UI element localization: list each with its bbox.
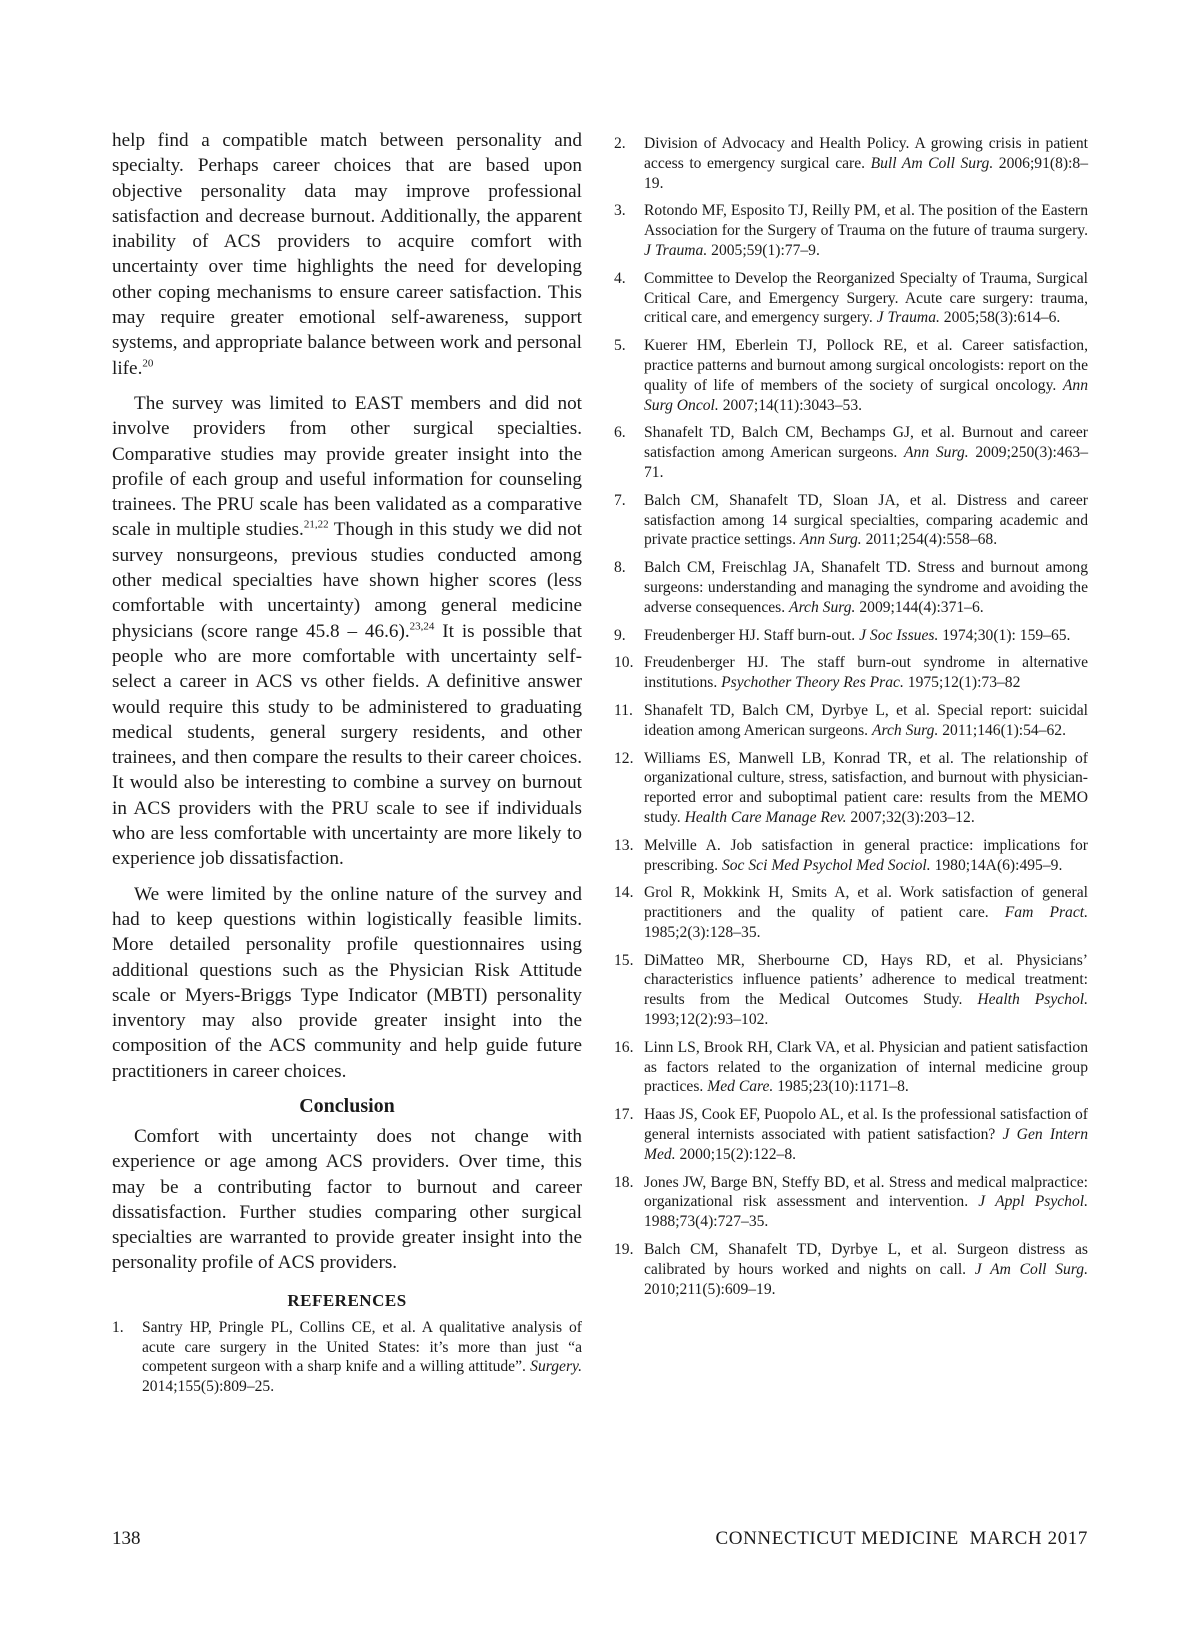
reference-text: [644, 491, 1088, 550]
reference-journal: J Am Coll Surg.: [974, 1260, 1088, 1278]
reference-authors-title: Melville A. Job satisfaction in general practice: implications for prescribing.: [644, 836, 1088, 874]
reference-citation: 2000;15(2):122–8.: [675, 1145, 797, 1163]
reference-item: [614, 201, 1088, 260]
reference-citation: 1974;30(1): 159–65.: [938, 626, 1071, 644]
reference-text: [644, 836, 1088, 876]
reference-number: 12.: [614, 749, 634, 767]
reference-item: [614, 1105, 1088, 1164]
reference-number: 7.: [614, 491, 626, 509]
reference-item: [614, 883, 1088, 942]
reference-authors-title: Rotondo MF, Esposito TJ, Reilly PM, et al. The position of the Eastern Association for the Surgery of Trauma on the future of trauma surgery.: [644, 202, 1088, 240]
paragraph-2-text-b: Though in this study we did not survey nonsurgeons, previous studies conducted among other medical specialties have shown higher scores (less comfortable with uncertainty) among general medicine physicians (score range 45.8 – 46.6).: [112, 519, 582, 642]
reference-authors-title: Grol R, Mokkink H, Smits A, et al. Work satisfaction of general practitioners and the quality of patient care.: [644, 884, 1088, 922]
reference-journal: Soc Sci Med Psychol Med Sociol.: [721, 856, 931, 874]
page-number: 138: [112, 1528, 141, 1549]
reference-text: [644, 1038, 1088, 1097]
reference-authors-title: Santry HP, Pringle PL, Collins CE, et al. A qualitative analysis of acute care surgery in the United States: it’s more than just “a competent surgeon with a sharp knife and a willing attitude”.: [142, 1318, 582, 1376]
reference-text: [142, 1318, 582, 1397]
reference-text: [644, 749, 1088, 828]
reference-number: 18.: [614, 1173, 634, 1191]
reference-citation: 1980;14A(6):495–9.: [930, 856, 1063, 874]
reference-number: 14.: [614, 884, 634, 902]
left-column: [112, 128, 582, 1405]
reference-citation: 2011;146(1):54–62.: [938, 721, 1066, 739]
reference-text: [644, 626, 1088, 646]
reference-text: [644, 269, 1088, 328]
citation-sup: 20: [142, 357, 154, 370]
journal-footer: [716, 1528, 1088, 1550]
conclusion-paragraph: Comfort with uncertainty does not change with experience or age among ACS providers. Over time, this may be a contributing factor to burnout and career dissatisfaction. Further studies comparing other surgical specialties are warranted to provide greater insight into the personality profile of ACS providers.: [112, 1125, 582, 1274]
reference-number: 11.: [614, 701, 633, 719]
reference-journal: Health Psychol.: [977, 991, 1088, 1009]
reference-text: [644, 134, 1088, 193]
body-paragraph-2: [112, 391, 582, 872]
reference-number: 13.: [614, 836, 634, 854]
reference-journal: Ann Surg Oncol.: [644, 376, 1088, 414]
reference-journal: Health Care Manage Rev.: [684, 808, 847, 826]
reference-item: [614, 134, 1088, 193]
reference-citation: 1985;23(10):1171–8.: [773, 1078, 909, 1096]
reference-authors-title: Jones JW, Barge BN, Steffy BD, et al. Stress and medical malpractice: organizational risk assessment and intervention.: [644, 1173, 1088, 1211]
reference-item: [614, 1173, 1088, 1232]
reference-citation: 2009;144(4):371–6.: [855, 598, 984, 616]
reference-item: [614, 749, 1088, 828]
reference-number: 19.: [614, 1241, 634, 1259]
reference-journal: Ann Surg.: [904, 444, 969, 462]
reference-authors-title: Haas JS, Cook EF, Puopolo AL, et al. Is the professional satisfaction of general internists associated with patient satisfaction?: [644, 1106, 1088, 1144]
reference-citation: 1993;12(2):93–102.: [644, 1011, 769, 1029]
reference-item: [614, 653, 1088, 693]
reference-number: 8.: [614, 559, 626, 577]
conclusion-heading: Conclusion: [299, 1094, 395, 1117]
reference-item: [614, 269, 1088, 328]
reference-journal: J Trauma.: [876, 309, 940, 327]
reference-number: 9.: [614, 626, 626, 644]
citation-sup: 21,22: [303, 519, 329, 532]
reference-authors-title: DiMatteo MR, Sherbourne CD, Hays RD, et al. Physicians’ characteristics influence patients’ adherence to medical treatment: results from the Medical Outcomes Study.: [644, 951, 1088, 1009]
reference-text: [644, 1173, 1088, 1232]
reference-text: [644, 1240, 1088, 1299]
reference-journal: Ann Surg.: [799, 531, 862, 549]
reference-journal: J Soc Issues.: [859, 626, 939, 644]
body-paragraph-1: [112, 128, 582, 381]
reference-authors-title: Balch CM, Shanafelt TD, Dyrbye L, et al. Surgeon distress as calibrated by hours worked and nights on call.: [644, 1241, 1088, 1278]
reference-item: [614, 701, 1088, 741]
reference-item: [614, 1038, 1088, 1097]
reference-authors-title: Balch CM, Freischlag JA, Shanafelt TD. Stress and burnout among surgeons: understanding and managing the syndrome and avoiding the adverse consequences.: [644, 559, 1088, 616]
reference-authors-title: Division of Advocacy and Health Policy. A growing crisis in patient access to emergency surgical care.: [644, 135, 1088, 172]
reference-authors-title: Committee to Develop the Reorganized Specialty of Trauma, Surgical Critical Care, and Emergency Surgery. Acute care surgery: trauma, critical care, and emergency surgery.: [644, 269, 1088, 327]
reference-number: 16.: [614, 1038, 634, 1056]
reference-journal: Bull Am Coll Surg.: [870, 154, 994, 172]
reference-citation: 1988;73(4):727–35.: [644, 1213, 769, 1231]
right-column: [614, 134, 1088, 1307]
paragraph-1-text: help find a compatible match between personality and specialty. Perhaps career choices that are based upon objective personality data may improve professional satisfaction and decrease burnout. Additionally, the apparent inability of ACS providers to acquire comfort with uncertainty over time highlights the need for developing other coping mechanisms to ensure career satisfaction. This may require greater emotional self-awareness, support systems, and appropriate balance between work and personal life.: [112, 130, 582, 379]
reference-item: [614, 1240, 1088, 1299]
reference-text: [644, 1105, 1088, 1164]
reference-item: [614, 423, 1088, 482]
reference-number: 4.: [614, 269, 626, 287]
reference-citation: 2007;14(11):3043–53.: [718, 396, 863, 414]
reference-list-right: [614, 134, 1088, 1299]
reference-citation: 2011;254(4):558–68.: [861, 531, 998, 549]
reference-item: [614, 951, 1088, 1030]
reference-number: 15.: [614, 951, 634, 969]
reference-journal: Arch Surg.: [871, 721, 939, 739]
reference-text: [644, 336, 1088, 415]
reference-journal: J Trauma.: [644, 241, 708, 259]
reference-item: [614, 836, 1088, 876]
reference-citation: 2005;59(1):77–9.: [707, 241, 820, 259]
references-heading: REFERENCES: [287, 1290, 407, 1310]
reference-authors-title: Freudenberger HJ. The staff burn-out syndrome in alternative institutions.: [644, 654, 1088, 692]
reference-authors-title: Shanafelt TD, Balch CM, Bechamps GJ, et al. Burnout and career satisfaction among American surgeons.: [644, 424, 1088, 462]
citation-sup: 23,24: [409, 620, 435, 633]
reference-authors-title: Balch CM, Shanafelt TD, Sloan JA, et al. Distress and career satisfaction among 14 surgical specialties, comparing academic and private practice settings.: [644, 491, 1088, 549]
reference-text: [644, 201, 1088, 260]
journal-issue: MARCH 2017: [969, 1528, 1088, 1549]
reference-journal: Psychother Theory Res Prac.: [721, 674, 904, 692]
reference-item: [614, 491, 1088, 550]
reference-number: 17.: [614, 1106, 634, 1124]
reference-item: [112, 1318, 582, 1397]
reference-text: [644, 653, 1088, 693]
reference-journal: Fam Pract.: [1004, 904, 1088, 922]
reference-item: [614, 558, 1088, 617]
reference-number: 2.: [614, 135, 626, 152]
reference-list-left: [112, 1318, 582, 1397]
reference-authors-title: Shanafelt TD, Balch CM, Dyrbye L, et al. Special report: suicidal ideation among American surgeons.: [644, 701, 1088, 739]
reference-journal: Arch Surg.: [789, 598, 856, 616]
reference-text: [644, 951, 1088, 1030]
reference-citation: 2014;155(5):809–25.: [142, 1378, 275, 1396]
reference-text: [644, 883, 1088, 942]
body-paragraph-3: We were limited by the online nature of the survey and had to keep questions within logistically feasible limits. More detailed personality profile questionnaires using additional questions such as the Physician Risk Attitude scale or Myers-Briggs Type Indicator (MBTI) personality inventory may also provide greater insight into the composition of the ACS community and help guide future practitioners in career choices.: [112, 883, 582, 1082]
reference-number: 3.: [614, 202, 626, 220]
reference-authors-title: Williams ES, Manwell LB, Konrad TR, et al. The relationship of organizational culture, stress, satisfaction, and burnout with physician-reported error and suboptimal patient care: results from the MEMO study.: [644, 749, 1088, 826]
reference-number: 1.: [112, 1318, 124, 1336]
reference-authors-title: Kuerer HM, Eberlein TJ, Pollock RE, et al. Career satisfaction, practice patterns and burnout among surgical oncologists: report on the quality of life of members of the society of surgical oncology.: [644, 337, 1088, 394]
reference-number: 10.: [614, 654, 634, 672]
reference-number: 6.: [614, 424, 626, 442]
reference-citation: 2006;91(8):8–19.: [644, 154, 1089, 192]
paragraph-2-text-a: The survey was limited to EAST members and did not involve providers from other surgical specialties. Comparative studies may provide greater insight into the profile of each group and useful information for counseling trainees. The PRU scale has been validated as a comparative scale in multiple studies.: [112, 392, 582, 541]
reference-journal: J Appl Psychol.: [978, 1193, 1088, 1211]
reference-text: [644, 558, 1088, 617]
reference-text: [644, 423, 1088, 482]
paragraph-2-text-c: It is possible that people who are more comfortable with uncertainty self-select a career in ACS vs other fields. A definitive answer would require this study to be administered to graduating medical students, general surgery residents, and other trainees, and then compare the results to their career choices. It would also be interesting to combine a survey on burnout in ACS providers with the PRU scale to see if individuals who are less comfortable with uncertainty are more likely to experience job dissatisfaction.: [112, 620, 582, 870]
journal-name: CONNECTICUT MEDICINE: [715, 1528, 959, 1549]
reference-text: [644, 701, 1088, 741]
reference-authors-title: Linn LS, Brook RH, Clark VA, et al. Physician and patient satisfaction as factors related to the organization of internal medicine group practices.: [644, 1038, 1088, 1096]
reference-journal: Surgery.: [530, 1358, 582, 1376]
reference-journal: Med Care.: [707, 1078, 774, 1096]
reference-authors-title: Freudenberger HJ. Staff burn-out.: [644, 626, 860, 644]
reference-number: 5.: [614, 337, 626, 355]
reference-journal: J Gen Intern Med.: [644, 1126, 1088, 1163]
reference-citation: 2010;211(5):609–19.: [644, 1280, 776, 1298]
reference-citation: 2007;32(3):203–12.: [846, 808, 975, 826]
reference-citation: 2005;58(3):614–6.: [939, 309, 1061, 327]
reference-item: [614, 626, 1088, 646]
reference-item: [614, 336, 1088, 415]
reference-citation: 2009;250(3):463–71.: [644, 444, 1088, 481]
reference-citation: 1985;2(3):128–35.: [644, 923, 761, 941]
reference-citation: 1975;12(1):73–82: [903, 674, 1021, 692]
